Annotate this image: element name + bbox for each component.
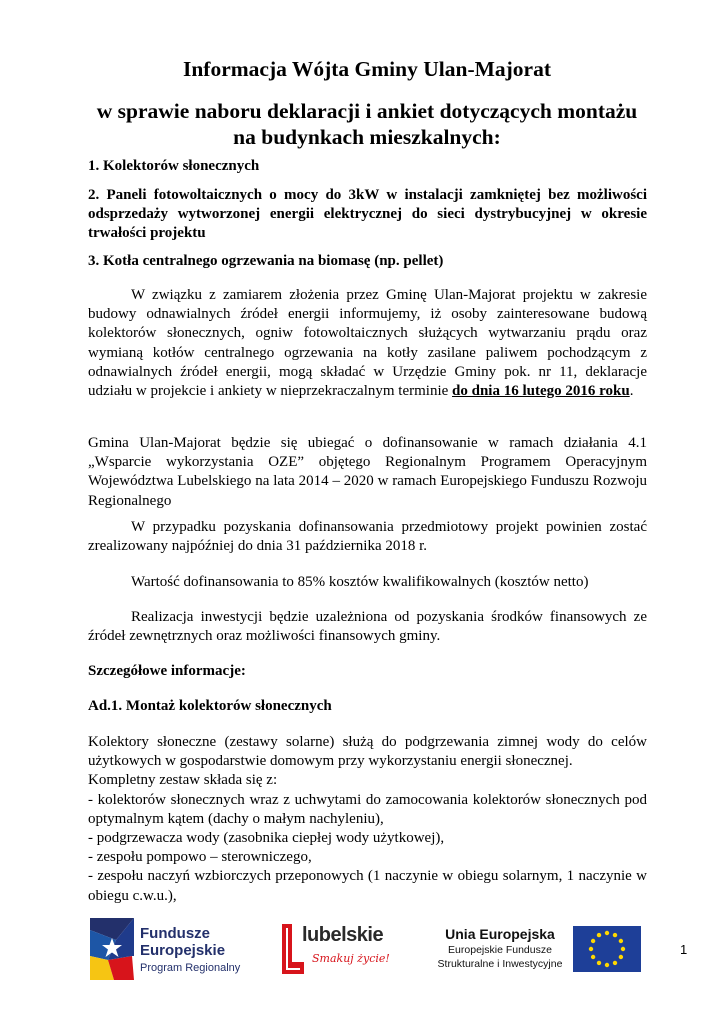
page-title: Informacja Wójta Gminy Ulan-Majorat: [182, 57, 552, 81]
paragraph-intro-text: W związku z zamiarem złożenia przez Gminę Ulan-Majorat projektu w zakresie budowy odnawialnych źródeł energii informujemy, iż osoby zainteresowane budową kolektorów słonecznych, ogniw fotowoltaicznych służących wytwarzaniu prądu oraz wymianą kotłów centralnego ogrzewania na kotły zasilane paliwem pochodzącym z odnawialnych źródeł energii, mogą składać w Urzędzie Gminy pok. nr 11, deklaracje udziału w projekcie i ankiety w nieprzekraczalnym terminie: [88, 287, 647, 400]
paragraph-cofinancing: Wartość dofinansowania to 85% kosztów kwalifikowalnych (kosztów netto): [131, 574, 589, 590]
page-subtitle: w sprawie naboru deklaracji i ankiet dotyczących montażu na budynkach mieszkalnych:: [96, 99, 638, 149]
lubelskie-slogan: Smakuj życie!: [312, 952, 390, 965]
fe-line2: Europejskie: [140, 942, 226, 959]
fundusze-europejskie-logo: [90, 916, 280, 982]
ad1-line: Kolektory słoneczne (zestawy solarne) służą do podgrzewania zimnej wody do celów użytkowych w gospodarstwie domowym przy wykorzystaniu energii słonecznej.: [88, 734, 647, 770]
lubelskie-logo: [276, 922, 396, 980]
item-2: 2. Paneli fotowoltaicznych o mocy do 3kW w instalacji zamkniętej bez możliwości odsprzedaży wytworzonej energii elektrycznej do sieci dystrybucyjnej w okresie trwałości projektu: [88, 187, 647, 242]
paragraph-realization: Realizacja inwestycji będzie uzależniona od pozyskania środków finansowych ze źródeł zewnętrznych oraz możliwości finansowych gminy.: [88, 609, 647, 645]
ad1-line: - kolektorów słonecznych wraz z uchwytami do zamocowania kolektorów słonecznych pod optymalnym kątem (dachy o małym nachyleniu),: [88, 791, 647, 827]
deadline-text: do dnia 16 lutego 2016 roku: [452, 383, 630, 400]
item-1: 1. Kolektorów słonecznych: [88, 158, 260, 174]
ad1-line: - podgrzewacza wody (zasobnika ciepłej wody użytkowej),: [88, 830, 445, 847]
ad1-line: - zespołu pompowo – sterowniczego,: [88, 849, 312, 866]
lubelskie-name: lubelskie: [302, 924, 384, 946]
page-number: 1: [680, 942, 688, 957]
eu-line1: Unia Europejska: [445, 926, 555, 942]
footer-logos: [0, 908, 724, 988]
fe-star-icon: [90, 916, 134, 980]
paragraph-funding: Gmina Ulan-Majorat będzie się ubiegać o dofinansowanie w ramach działania 4.1 „Wsparcie wykorzystania OZE” objętego Regionalnym Programem Operacyjnym Województwa Lubelskiego na lata 2014 – 2020 w ramach Europejskiego Funduszu Rozwoju Regionalnego: [88, 435, 647, 509]
ad1-line: - zespołu naczyń wzbiorczych przeponowych (1 naczynie w obiegu solarnym, 1 naczynie w obiegu c.w.u.),: [88, 868, 647, 904]
ad1-paragraph: [88, 733, 647, 906]
eu-line3: Strukturalne i Inwestycyjne: [437, 958, 563, 970]
eu-flag-icon: [573, 926, 641, 972]
details-heading: Szczegółowe informacje:: [88, 663, 246, 679]
fe-line3: Program Regionalny: [140, 962, 241, 974]
paragraph-intro-end: .: [629, 383, 634, 400]
fe-line1: Fundusze: [140, 925, 210, 942]
eu-line2: Europejskie Fundusze: [448, 944, 552, 956]
item-3: 3. Kotła centralnego ogrzewania na biomasę (np. pellet): [88, 253, 444, 269]
ad1-line: Kompletny zestaw składa się z:: [88, 772, 278, 789]
eu-funds-text: [425, 926, 575, 982]
paragraph-intro: [88, 286, 647, 401]
paragraph-deadline: W przypadku pozyskania dofinansowania przedmiotowy projekt powinien zostać zrealizowany najpóźniej do dnia 31 października 2018 r.: [88, 519, 647, 555]
ad1-heading: Ad.1. Montaż kolektorów słonecznych: [88, 698, 332, 714]
